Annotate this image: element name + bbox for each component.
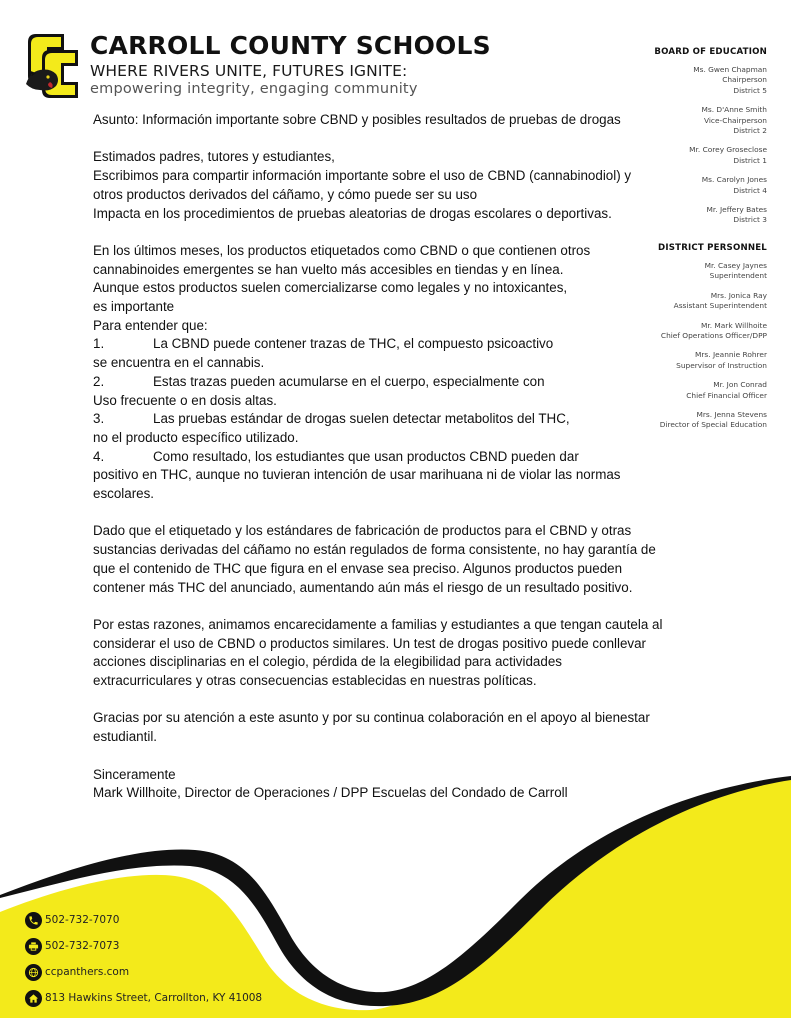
item-continuation: no el producto específico utilizado. (93, 429, 299, 445)
contact-website[interactable] (25, 963, 129, 981)
member-name: Mr. Mark Willhoite (700, 320, 767, 330)
item-continuation: positivo en THC, aunque no tuvieran intención de usar marihuana ni de violar las normas (93, 467, 621, 483)
paragraph-line: En los últimos meses, los productos etiquetados como CBND o que contienen otros (93, 242, 591, 258)
board-member (597, 65, 767, 96)
letter-body (93, 111, 713, 803)
paragraph-line: que el contenido de THC que figura en el envase sea preciso. Algunos productos pueden (93, 560, 623, 576)
letter-greeting: Estimados padres, tutores y estudiantes, (93, 149, 335, 165)
member-role: Chief Operations Officer/DPP (660, 330, 767, 340)
member-name: Mr. Jon Conrad (713, 380, 767, 390)
member-role: Assistant Superintendent (673, 301, 767, 311)
item-number: 3. (93, 411, 105, 427)
item-text: Las pruebas estándar de drogas suelen detectar metabolitos del THC, (153, 411, 570, 427)
intro-line: otros productos derivados del cáñamo, y cómo puede ser su uso (93, 186, 478, 202)
paragraph-line: cannabinoides emergentes se han vuelto más accesibles en tiendas y en línea. (93, 261, 564, 277)
paragraph-line: sustancias derivadas del cáñamo no están regulados de forma consistente, no hay garantía de (93, 542, 656, 558)
paragraph-line: considerar el uso de CBND o productos similares. Un test de drogas positivo puede conllevar (93, 635, 647, 651)
item-number: 4. (93, 448, 105, 464)
member-name: Ms. Carolyn Jones (701, 175, 767, 185)
letter-closing: Sinceramente (93, 766, 176, 782)
phone-icon (25, 912, 42, 929)
member-name: Ms. D'Anne Smith (701, 105, 767, 115)
member-name: Mrs. Jeannie Rohrer (694, 350, 767, 360)
personnel-heading: DISTRICT PERSONNEL (658, 242, 767, 253)
member-district: District 2 (733, 126, 767, 136)
paragraph-line: es importante (93, 299, 175, 314)
intro-line: Escribimos para compartir información importante sobre el uso de CBND (cannabinodiol) y (93, 168, 632, 184)
paragraph-line: acciones disciplinarias en el colegio, pérdida de la elegibilidad para actividades (93, 654, 562, 670)
paragraph-line: Gracias por su atención a este asunto y por su continua colaboración en el apoyo al bienestar (93, 710, 650, 726)
fax-printer-icon (25, 938, 42, 955)
numbered-item (93, 373, 713, 392)
letter-subject: Asunto: Información importante sobre CBND y posibles resultados de pruebas de drogas (93, 112, 621, 127)
member-name: Mr. Jeffery Bates (706, 205, 767, 215)
school-logo (24, 32, 84, 100)
member-role: Superintendent (709, 271, 767, 281)
contact-text: 502-732-7073 (45, 940, 120, 952)
member-district: District 3 (733, 215, 767, 225)
paragraph-line: Por estas razones, animamos encarecidamente a familias y estudiantes a que tengan cautela al (93, 616, 663, 632)
member-name: Mr. Casey Jaynes (704, 260, 767, 270)
item-text: La CBND puede contener trazas de THC, el compuesto psicoactivo (153, 336, 554, 352)
paragraph-line: Dado que el etiquetado y los estándares de fabricación de productos para el CBND y otras (93, 523, 632, 539)
member-role: Chief Financial Officer (686, 390, 767, 400)
item-continuation: se encuentra en el cannabis. (93, 355, 265, 371)
member-role: Chairperson (722, 75, 767, 85)
footer-swoosh-graphic (0, 760, 791, 1024)
member-role: Director of Special Education (659, 420, 767, 430)
paragraph-line: contener más THC del anunciado, aumentando aún más el riesgo de un resultado positivo. (93, 579, 633, 595)
member-name: Mrs. Jenna Stevens (696, 409, 767, 419)
item-continuation: Uso frecuente o en dosis altas. (93, 392, 277, 408)
school-tagline: WHERE RIVERS UNITE, FUTURES IGNITE: (90, 62, 408, 80)
item-number: 1. (93, 336, 105, 352)
paragraph-line: Para entender que: (93, 317, 208, 333)
contact-phone[interactable] (25, 911, 119, 929)
contact-address (25, 989, 262, 1007)
paragraph-line: estudiantil. (93, 729, 158, 745)
member-name: Mrs. Jonica Ray (710, 290, 767, 300)
school-name: CARROLL COUNTY SCHOOLS (90, 31, 491, 60)
paragraph-line: Aunque estos productos suelen comercializarse como legales y no intoxicantes, (93, 280, 568, 296)
item-text: Estas trazas pueden acumularse en el cuerpo, especialmente con (153, 373, 545, 389)
intro-line: Impacta en los procedimientos de pruebas aleatorias de drogas escolares o deportivas. (93, 205, 612, 221)
member-name: Ms. Gwen Chapman (693, 65, 767, 74)
school-motto: empowering integrity, engaging community (90, 81, 418, 97)
cc-panther-logo-icon (24, 32, 84, 100)
member-district: District 4 (733, 185, 767, 195)
member-district: District 1 (733, 155, 767, 165)
item-continuation: escolares. (93, 486, 155, 502)
numbered-item (93, 410, 713, 429)
contact-text: 813 Hawkins Street, Carrollton, KY 41008 (45, 992, 263, 1004)
paragraph-line: extracurriculares y otras consecuencias establecidas en nuestras políticas. (93, 673, 537, 689)
numbered-item (93, 448, 713, 467)
item-text: Como resultado, los estudiantes que usan productos CBND pueden dar (153, 448, 579, 464)
letter-signature: Mark Willhoite, Director de Operaciones / DPP Escuelas del Condado de Carroll (93, 785, 568, 801)
brand-block (90, 31, 491, 98)
member-district: District 5 (733, 85, 767, 95)
home-icon (25, 990, 42, 1007)
globe-icon (25, 964, 42, 981)
member-name: Mr. Corey Groseclose (689, 145, 767, 155)
member-role: Vice-Chairperson (703, 115, 767, 125)
member-role: Supervisor of Instruction (676, 360, 767, 370)
contact-text: ccpanthers.com (45, 966, 130, 978)
contact-fax[interactable] (25, 937, 119, 955)
item-number: 2. (93, 373, 105, 389)
contact-text: 502-732-7070 (45, 914, 120, 926)
board-heading: BOARD OF EDUCATION (654, 47, 767, 57)
numbered-item (93, 335, 713, 354)
